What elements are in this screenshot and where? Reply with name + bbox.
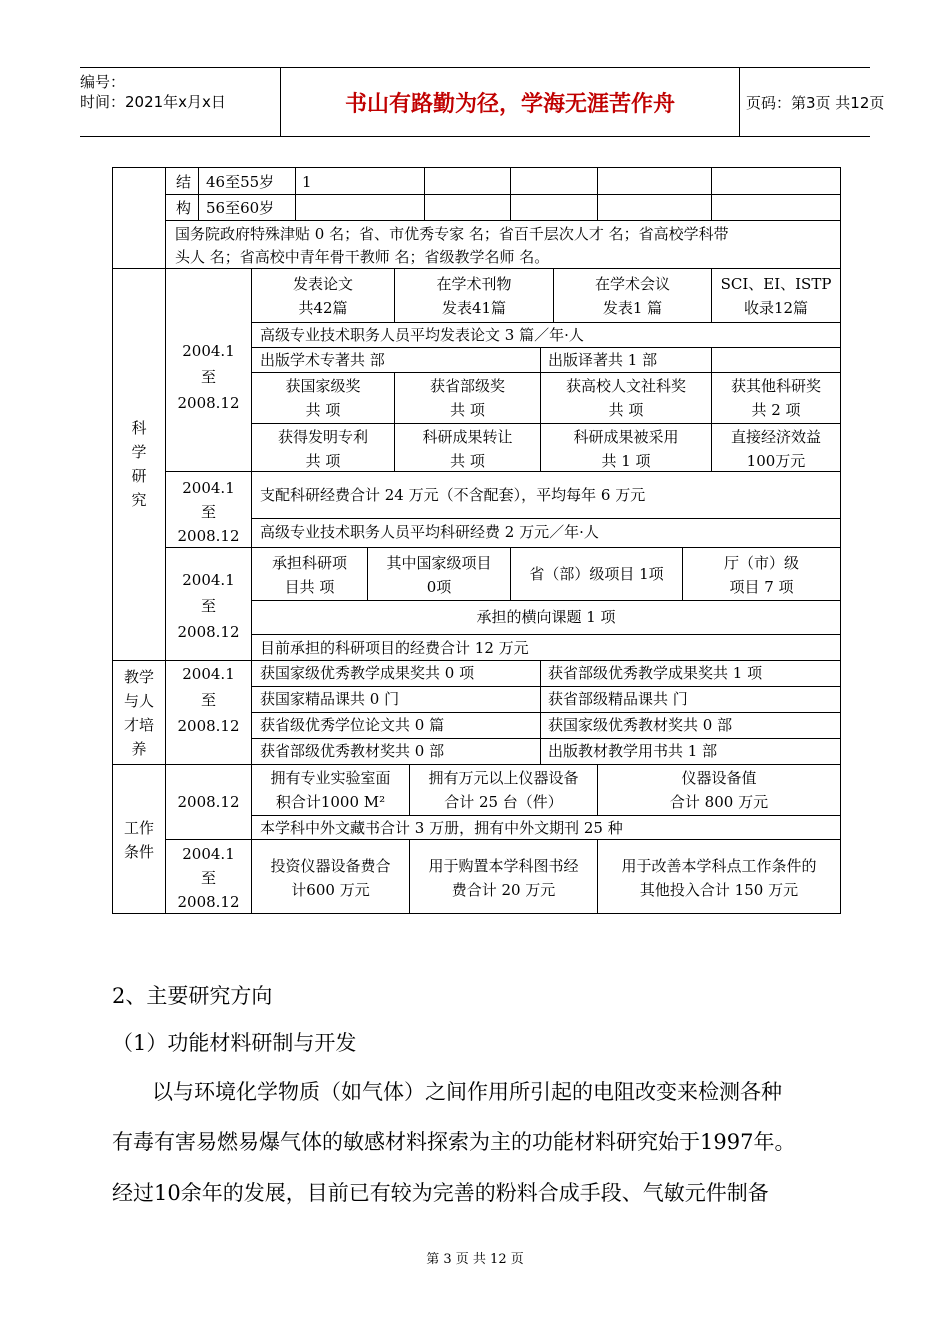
structure-label-2: 构 <box>176 199 192 217</box>
transfers-cell: 科研成果转让 共 项 <box>422 428 513 470</box>
conference-cell: 在学术会议 发表1 篇 <box>594 275 670 317</box>
conditions-section-label: 工作 条件 <box>123 819 154 861</box>
paragraph-line-2: 有毒有害易燃易爆气体的敏感材料探索为主的功能材料研究始于1997年。 <box>112 1130 796 1154</box>
age-46-55-count: 1 <box>302 173 312 191</box>
monographs: 出版学术专著共 部 <box>260 351 385 369</box>
doc-number-label: 编号： <box>80 73 126 91</box>
age-range-56-60: 56至60岁 <box>206 199 275 217</box>
provincial-course: 获省部级精品课共 门 <box>548 690 688 708</box>
section-heading: 2、主要研究方向 <box>112 984 273 1008</box>
university-award-cell: 获高校人文社科奖 共 项 <box>565 377 686 419</box>
conditions-period-b: 2004.1 至 2008.12 <box>177 845 240 911</box>
equipment-count-cell: 拥有万元以上仪器设备 合计 25 台（件） <box>428 769 579 811</box>
papers-cell: 发表论文 共42篇 <box>292 275 353 317</box>
conditions-period-a: 2008.12 <box>177 793 240 811</box>
provincial-teaching-award: 获省部级优秀教学成果奖共 1 项 <box>548 664 763 682</box>
benefit-cell: 直接经济效益 100万元 <box>730 428 821 470</box>
library-holdings: 本学科中外文藏书合计 3 万册，拥有中外文期刊 25 种 <box>260 819 623 837</box>
age-range-46-55: 46至55岁 <box>206 173 275 191</box>
national-textbook: 获国家级优秀教材奖共 0 部 <box>548 716 733 734</box>
header-page-label: 页码：第3页 共12页 <box>746 93 885 112</box>
avg-papers: 高级专业技术职务人员平均发表论文 3 篇／年·人 <box>260 326 584 344</box>
research-period-b: 2004.1 至 2008.12 <box>177 479 240 545</box>
invest-books-cell: 用于购置本学科图书经 费合计 20 万元 <box>428 857 579 899</box>
doc-time-label: 时间：2021年x月x日 <box>80 93 226 111</box>
national-award-cell: 获国家级奖 共 项 <box>285 377 361 419</box>
structure-label-1: 结 <box>176 173 192 191</box>
talents-line-2: 头人 名；省高校中青年骨干教师 名；省级教学名师 名。 <box>175 248 550 266</box>
projects-provincial: 省（部）级项目 1项 <box>529 565 664 583</box>
talents-line-1: 国务院政府特殊津贴 0 名；省、市优秀专家 名；省百千层次人才 名；省高校学科带 <box>175 225 729 243</box>
research-period-a: 2004.1 至 2008.12 <box>177 342 240 412</box>
research-period-c: 2004.1 至 2008.12 <box>177 571 240 641</box>
projects-total-cell: 承担科研项 目共 项 <box>271 554 347 596</box>
projects-bureau-cell: 厅（市）级 项目 7 项 <box>723 554 799 596</box>
adopted-cell: 科研成果被采用 共 1 项 <box>573 428 679 470</box>
provincial-textbook: 获省部级优秀教材奖共 0 部 <box>260 742 445 760</box>
translations: 出版译著共 1 部 <box>548 351 658 369</box>
page-footer: 第 3 页 共 12 页 <box>426 1252 524 1267</box>
teaching-period: 2004.1 至 2008.12 <box>177 665 240 735</box>
published-textbook: 出版教材教学用书共 1 部 <box>548 742 718 760</box>
journals-cell: 在学术刊物 发表41篇 <box>436 275 512 317</box>
equipment-value-cell: 仪器设备值 合计 800 万元 <box>669 769 769 811</box>
indexed-cell: SCI、EI、ISTP 收录12篇 <box>720 275 832 317</box>
research-section-label: 科 学 研 究 <box>131 419 147 509</box>
projects-national-cell: 其中国家级项目 0项 <box>386 554 492 596</box>
header-motto: 书山有路勤为径，学海无涯苦作舟 <box>280 68 740 136</box>
paragraph-line-1: 以与环境化学物质（如气体）之间作用所引起的电阻改变来检测各种 <box>152 1080 782 1104</box>
lab-area-cell: 拥有专业实验室面 积合计1000 M² <box>270 769 391 811</box>
patents-cell: 获得发明专利 共 项 <box>277 428 368 470</box>
invest-other-cell: 用于改善本学科点工作条件的 其他投入合计 150 万元 <box>621 857 817 899</box>
teaching-section-label: 教学 与人 才培 养 <box>123 668 154 758</box>
national-teaching-award: 获国家级优秀教学成果奖共 0 项 <box>260 664 475 682</box>
national-course: 获国家精品课共 0 门 <box>260 690 400 708</box>
horizontal-projects: 承担的横向课题 1 项 <box>476 608 616 626</box>
sub-heading: （1）功能材料研制与开发 <box>112 1031 357 1055</box>
funding-total: 支配科研经费合计 24 万元（不含配套），平均每年 6 万元 <box>260 486 646 504</box>
other-award-cell: 获其他科研奖 共 2 项 <box>730 377 821 419</box>
provincial-award-cell: 获省部级奖 共 项 <box>429 377 505 419</box>
paragraph-line-3: 经过10余年的发展，目前已有较为完善的粉料合成手段、气敏元件制备 <box>112 1181 769 1205</box>
invest-equipment-cell: 投资仪器设备费合 计600 万元 <box>270 857 391 899</box>
current-funding: 目前承担的科研项目的经费合计 12 万元 <box>260 639 529 657</box>
provincial-thesis: 获省级优秀学位论文共 0 篇 <box>260 716 445 734</box>
avg-funding: 高级专业技术职务人员平均科研经费 2 万元／年·人 <box>260 523 599 541</box>
